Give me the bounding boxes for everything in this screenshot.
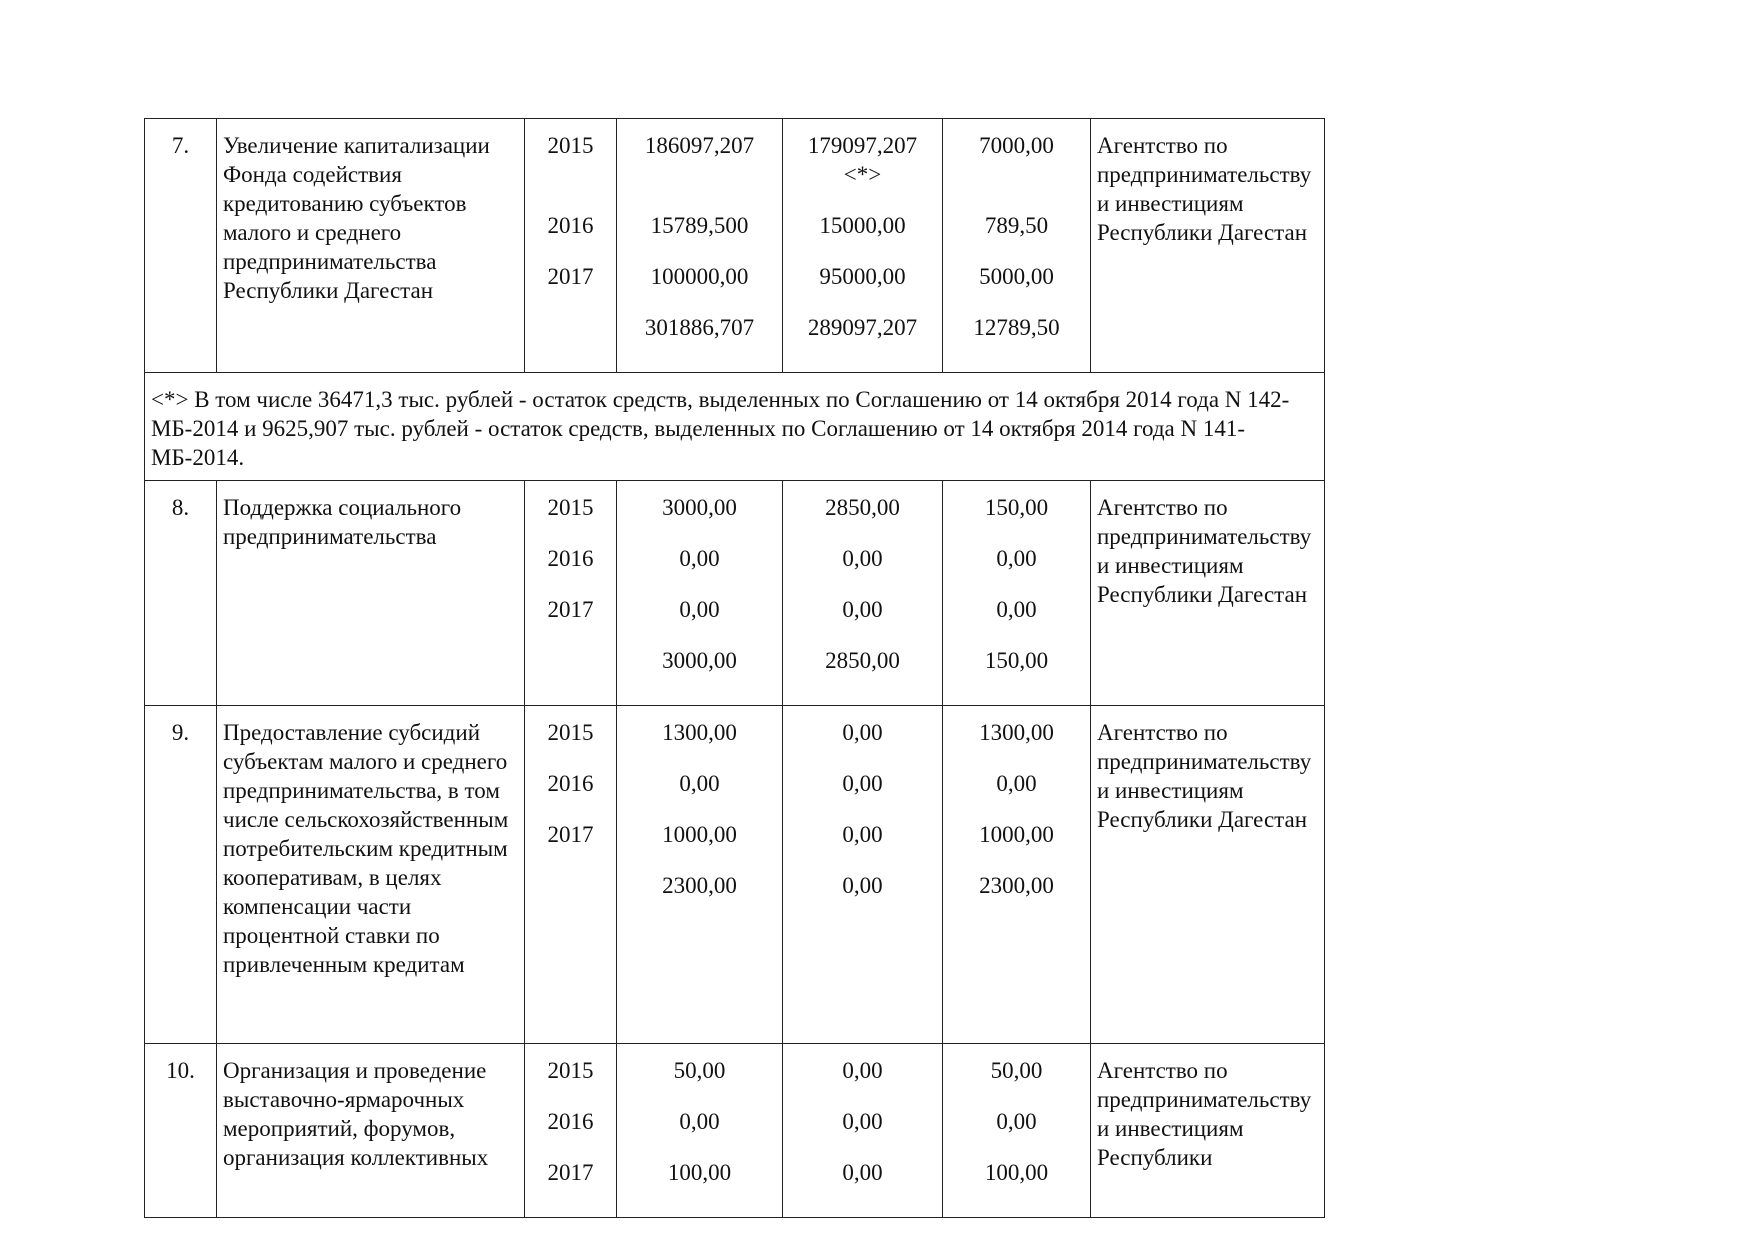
- total-sum: 2300,00: [662, 873, 737, 898]
- republic-budget-value: 0,00: [842, 546, 883, 571]
- local-budget-value: 1000,00: [979, 822, 1054, 847]
- year: 2016: [547, 771, 594, 796]
- total-value: 0,00: [679, 546, 720, 571]
- total-value: 100,00: [667, 1160, 732, 1185]
- year: 2016: [547, 1109, 594, 1134]
- total-value: 3000,00: [662, 495, 737, 520]
- republic-budget-cell: [783, 1044, 943, 1218]
- year: 2015: [547, 495, 594, 520]
- local-budget-value: 0,00: [996, 771, 1037, 796]
- years-cell: [525, 119, 617, 373]
- years-cell: [525, 1044, 617, 1218]
- local-budget-value: 5000,00: [979, 264, 1054, 289]
- total-sum: 3000,00: [662, 648, 737, 673]
- year: 2017: [547, 597, 594, 622]
- table-row: [145, 1044, 1325, 1218]
- republic-budget-value: 95000,00: [819, 264, 906, 289]
- local-budget-cell: [943, 481, 1091, 706]
- republic-budget-sum: 289097,207: [807, 315, 918, 340]
- republic-budget-value: 15000,00: [819, 213, 906, 238]
- local-budget-value: 0,00: [996, 1109, 1037, 1134]
- local-budget-value: 100,00: [984, 1160, 1049, 1185]
- local-budget-value: 0,00: [996, 597, 1037, 622]
- republic-budget-sum: 0,00: [842, 873, 883, 898]
- footnote-mark: <*>: [843, 162, 882, 187]
- republic-budget-value: 0,00: [842, 822, 883, 847]
- republic-budget-cell: [783, 481, 943, 706]
- republic-budget-value: 0,00: [842, 597, 883, 622]
- years-cell: [525, 481, 617, 706]
- activity-name: Предоставление субсидий субъектам малого и среднего предпринимательства, в том числе сельскохозяйственным потребительским кредитным кооперативам, в целях компенсации части процентной ставки по привлеченным кредитам: [217, 706, 525, 1044]
- total-cell: [617, 1044, 783, 1218]
- executor-cell: Агентство по предпринимательству и инвестициям Республики Дагестан: [1091, 119, 1325, 373]
- year: 2015: [547, 1058, 594, 1083]
- local-budget-value: 7000,00: [979, 133, 1054, 158]
- local-budget-sum: 12789,50: [973, 315, 1060, 340]
- year: 2015: [547, 133, 594, 158]
- activity-name: Организация и проведение выставочно-ярмарочных мероприятий, форумов, организация коллективных: [217, 1044, 525, 1218]
- total-value: 100000,00: [650, 264, 749, 289]
- republic-budget-value: 0,00: [842, 1109, 883, 1134]
- executor-cell: Агентство по предпринимательству и инвестициям Республики Дагестан: [1091, 481, 1325, 706]
- republic-budget-value: 0,00: [842, 771, 883, 796]
- executor-cell: Агентство по предпринимательству и инвестициям Республики: [1091, 1044, 1325, 1218]
- years-cell: [525, 706, 617, 1044]
- row-number: 10.: [145, 1044, 217, 1218]
- republic-budget-value-text: 179097,207: [807, 133, 918, 158]
- total-sum: 301886,707: [644, 315, 755, 340]
- local-budget-sum: 150,00: [984, 648, 1049, 673]
- republic-budget-cell: [783, 706, 943, 1044]
- total-value: 1000,00: [662, 822, 737, 847]
- total-cell: [617, 481, 783, 706]
- row-number: 8.: [145, 481, 217, 706]
- republic-budget-sum: 2850,00: [825, 648, 900, 673]
- year: 2017: [547, 822, 594, 847]
- total-value: 186097,207: [644, 133, 755, 158]
- republic-budget-value: 0,00: [842, 1058, 883, 1083]
- executor-cell: Агентство по предпринимательству и инвестициям Республики Дагестан: [1091, 706, 1325, 1044]
- total-value: 0,00: [679, 771, 720, 796]
- activity-name: Поддержка социального предпринимательства: [217, 481, 525, 706]
- local-budget-value: 789,50: [984, 213, 1049, 238]
- total-cell: [617, 119, 783, 373]
- republic-budget-value: 0,00: [842, 720, 883, 745]
- total-value: 1300,00: [662, 720, 737, 745]
- local-budget-cell: [943, 1044, 1091, 1218]
- footnote-text: <*> В том числе 36471,3 тыс. рублей - остаток средств, выделенных по Соглашению от 14 октября 2014 года N 142-МБ-2014 и 9625,907 тыс. рублей - остаток средств, выделенных по Соглашению от 14 октября 2014 года N 141-МБ-2014.: [145, 373, 1325, 481]
- row-number: 7.: [145, 119, 217, 373]
- year: 2017: [547, 1160, 594, 1185]
- activity-name: Увеличение капитализации Фонда содействия кредитованию субъектов малого и среднего предпринимательства Республики Дагестан: [217, 119, 525, 373]
- republic-budget-value: [789, 131, 936, 211]
- table-row: [145, 119, 1325, 373]
- total-value: 0,00: [679, 597, 720, 622]
- total-value: 15789,500: [650, 213, 749, 238]
- local-budget-value: 1300,00: [979, 720, 1054, 745]
- footnote-row: [145, 373, 1325, 481]
- local-budget-value: 50,00: [990, 1058, 1043, 1083]
- local-budget-cell: [943, 706, 1091, 1044]
- row-number: 9.: [145, 706, 217, 1044]
- year: 2016: [547, 213, 594, 238]
- year: 2016: [547, 546, 594, 571]
- year: 2017: [547, 264, 594, 289]
- total-value: 0,00: [679, 1109, 720, 1134]
- total-cell: [617, 706, 783, 1044]
- local-budget-cell: [943, 119, 1091, 373]
- program-activities-table: [144, 118, 1325, 1218]
- republic-budget-value: 0,00: [842, 1160, 883, 1185]
- republic-budget-cell: [783, 119, 943, 373]
- local-budget-value: 150,00: [984, 495, 1049, 520]
- local-budget-value: 0,00: [996, 546, 1037, 571]
- table-row: [145, 706, 1325, 1044]
- republic-budget-value: 2850,00: [825, 495, 900, 520]
- total-value: 50,00: [673, 1058, 726, 1083]
- table-row: [145, 481, 1325, 706]
- year: 2015: [547, 720, 594, 745]
- local-budget-sum: 2300,00: [979, 873, 1054, 898]
